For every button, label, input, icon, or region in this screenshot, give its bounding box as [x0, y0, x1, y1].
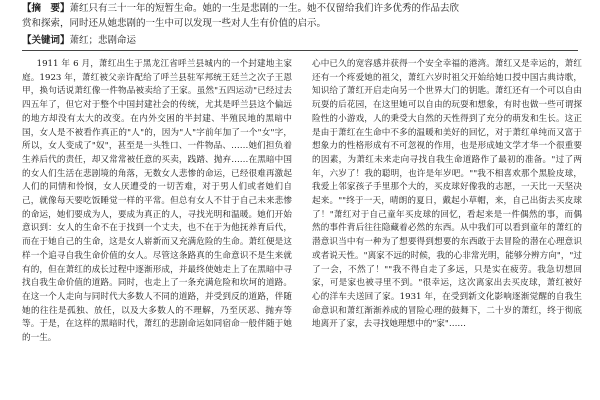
right-column [312, 58, 582, 332]
keywords-block [22, 34, 582, 48]
abstract-label: 【摘 要】 [22, 3, 70, 14]
abstract-line-2: 赏和探索，同时还从她悲剧的一生中可以发现一些对人生有价值的启示。 [22, 17, 327, 29]
keywords-label: 【关键词】 [22, 35, 70, 46]
abstract-text-1: 萧红只有三十一年的短暂生命。她的一生是悲剧的一生。她不仅留给我们许多优秀的作品去欣 [69, 3, 460, 14]
keywords-text: 萧红；悲剧命运 [69, 35, 137, 46]
left-paragraph: 1911 年 6 月，萧红出生于黑龙江省呼兰县城内的一个封建地主家庭。1923 年，萧红被父亲许配给了呼兰县驻军邦统王廷兰之次子王恩甲，换句话说萧红像一件物品被卖给了王家。虽然"五四运动"已经过去四五年了，但它对于整个中国封建社会的传统，尤其是呼兰县这个偏远的地方却没有太大的改变。在内外交困的半封建、半殖民地的黑暗中国，女人是不被看作真正的"人"的，因为"人"字前年加了一个"女"字，所以，女人变成了"奴"，甚至是一头牲口、一件物品、……她们担负着生养后代的责任，却又常常被任意的买卖，践踏、抛弃……在黑暗中国的女人们生活在悲剧境的角落，无数女人悲惨的命运，已经很难再激起人们的同情和怜悯，女人厌遭受的一切苦难，对于男人们或者她们自己，就像每天要吃饭睡觉一样的平常。但总有女人不甘于自己未来悲惨的命运，她们要成为人，要成为真正的人，寻找光明和温暖。她们开始意识到：女人的生命不在于找到一个丈夫，也不在于为他抚养育后代，而在于她自己的生命，这是女人崭新而又充满危险的生命。萧红便是这样一个追寻自我生命价值的女人。尽管这条路真的生命意识不是生来就有的，但在萧红的成长过程中逐渐形成，并最终使她走上了在黑暗中寻找自我生命价值的道路。同时，也走上了一条充满危险和坎坷的道路。在这一个人走向与同时代大多数人不同的道路，并受到反的道路，伴随她的往往是孤独、放任，以及大多数人的不理解，乃至厌恶、抛弃等等。于是，在这样的黑暗时代，萧红的悲剧命运如同宿命一般伴随于她的一生。 [22, 59, 292, 344]
abstract-block [22, 2, 582, 31]
right-paragraph: 心中已久的宽容感并获得一个安全幸福的港湾。萧红又是幸运的，萧红还有一个疼爱她的祖父，萧红六岁时祖父开始给她口授中国古典诗歌，知识给了萧红开启走向另一个世界大门的钥匙。萧红还有一个可以自由玩耍的后花园，在这里她可以自由的玩耍和想象，有时也做一些可谓探险性的小游戏，人的秉受大自然的天性得到了充分的萌发和生长。这正是由于萧红在生命中不多的温暖和美好的回忆，对于萧红单纯而又富于想象力的性格形成有不可忽视的作用，也是形成她文学才华一个很重要的因素，为萧红未来走向寻找自我生命道路作了最初的准备。"过了两年，六岁了！我的聪明，也许是年岁吧。""我不相喜欢那个黑脸皮球，我爱上邻家孩子手里那个大的，买皮球好像我的志愿，一天比一天坚决起来。""终于一天，晴朗的夏日，戴起小草帽，来，自己出街去买皮球了！"萧红对于自己童年买皮球的回忆，看起来是一件偶然的事，而偶然的事件背后往往隐藏着必然的东西。从中我们可以看到童年的萧红的潜意识当中有一种为了想要得到想要的东西敢于去冒险的潜在心理意识或者说天性。"离家不远的时候，我的心非常光明，能够分辨方向"，"过了一会，不然了！""我不得自走了多远，只是实在疲劳。我急切想回家，可是家也被寻里不到。"很幸运，这次离家出去买皮球，萧红被好心的洋车夫送回了家。1931 年，在受到新文化影响逐渐觉醒的自我生命意识和萧红渐渐养成的冒险心理的鼓舞下，二十岁的萧红，终于彻底地离开了家，去寻找她理想中的"家"…… [312, 59, 582, 330]
abstract-line-1 [22, 2, 582, 17]
left-column [22, 58, 292, 346]
divider [22, 50, 578, 51]
